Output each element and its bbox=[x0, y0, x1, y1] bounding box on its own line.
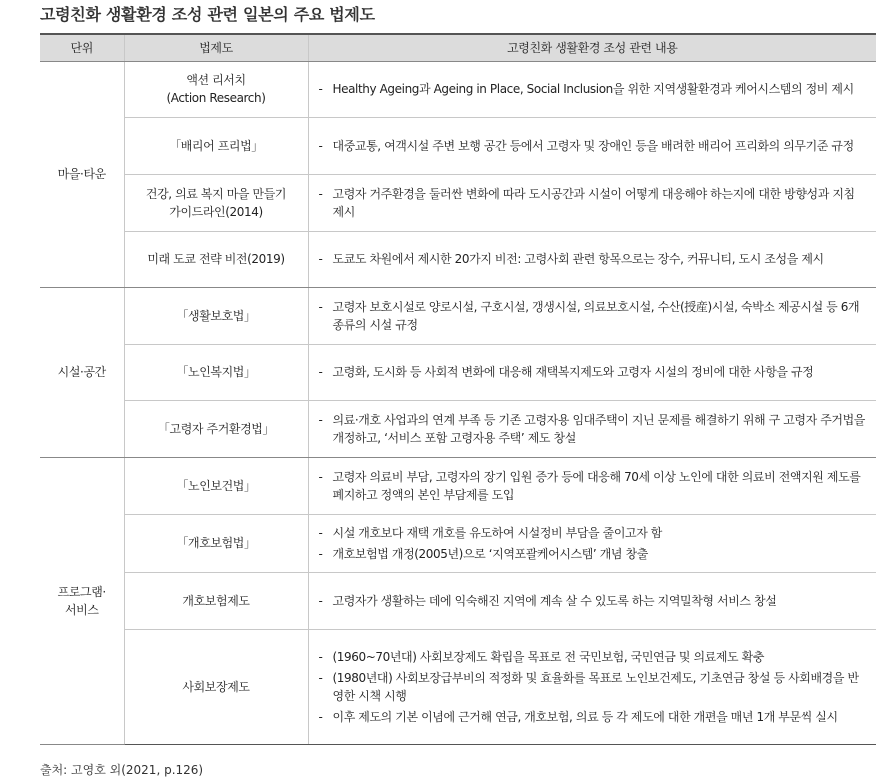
dash-marker: - bbox=[318, 546, 323, 561]
dash-marker: - bbox=[318, 299, 323, 314]
table-row bbox=[40, 629, 876, 744]
content-bullet bbox=[319, 648, 869, 666]
content-bullet bbox=[319, 80, 869, 98]
content-bullet bbox=[319, 298, 869, 334]
content-text: (1960~70년대) 사회보장제도 확립을 목표로 전 국민보험, 국민연금 및 의료제도 확충 bbox=[332, 649, 765, 664]
unit-label: 시설·공간 bbox=[57, 365, 106, 379]
content-bullet bbox=[319, 545, 869, 563]
content-text: 고령자가 생활하는 데에 익숙해진 지역에 계속 살 수 있도록 하는 지역밀착형 서비스 창설 bbox=[332, 593, 777, 608]
law-cell bbox=[124, 514, 308, 572]
unit-cell bbox=[40, 457, 124, 744]
law-name: 미래 도쿄 전략 비전(2019) bbox=[147, 252, 285, 266]
content-cell bbox=[308, 287, 876, 344]
dash-marker: - bbox=[318, 138, 323, 153]
content-text: 고령자 거주환경을 둘러싼 변화에 따라 도시공간과 시설이 어떻게 대응해야 하는지에 대한 방향성과 지침 제시 bbox=[332, 186, 855, 219]
content-cell bbox=[308, 629, 876, 744]
law-cell bbox=[124, 61, 308, 117]
law-name: 「배리어 프리법」 bbox=[169, 138, 263, 153]
dash-marker: - bbox=[318, 649, 323, 664]
dash-marker: - bbox=[318, 82, 323, 96]
law-name: 「고령자 주거환경법」 bbox=[157, 421, 275, 436]
law-name: 건강, 의료 복지 마을 만들기 bbox=[145, 186, 287, 201]
unit-cell bbox=[40, 287, 124, 457]
content-bullet bbox=[319, 363, 869, 381]
law-cell bbox=[124, 174, 308, 231]
header-law: 법제도 bbox=[124, 34, 308, 61]
content-cell bbox=[308, 457, 876, 514]
table-body bbox=[40, 61, 876, 744]
law-table bbox=[40, 33, 876, 745]
content-bullet bbox=[319, 250, 869, 268]
content-bullet bbox=[319, 524, 869, 542]
dash-marker: - bbox=[318, 525, 323, 540]
law-cell bbox=[124, 457, 308, 514]
law-name: 액션 리서치 bbox=[186, 73, 246, 87]
unit-label: 서비스 bbox=[64, 602, 99, 617]
dash-marker: - bbox=[318, 709, 323, 724]
content-bullet bbox=[319, 185, 869, 221]
content-bullet bbox=[319, 411, 869, 447]
content-text: (1980년대) 사회보장급부비의 적정화 및 효율화를 목표로 노인보건제도, 기초연금 창설 등 사회배경을 반영한 시책 시행 bbox=[332, 670, 859, 703]
table-title: 고령친화 생활환경 조성 관련 일본의 주요 법제도 bbox=[40, 5, 375, 24]
law-name: 「개호보험법」 bbox=[176, 536, 256, 550]
source-note: 출처: 고영호 외(2021, p.126) bbox=[40, 763, 204, 777]
table-row bbox=[40, 514, 876, 572]
law-cell bbox=[124, 287, 308, 344]
dash-marker: - bbox=[318, 365, 323, 379]
unit-label: 마을·타운 bbox=[57, 167, 106, 181]
law-name: 「노인보건법」 bbox=[176, 478, 256, 493]
content-bullet bbox=[319, 468, 869, 504]
content-text: 고령화, 도시화 등 사회적 변화에 대응해 재택복지제도와 고령자 시설의 정비에 대한 사항을 규정 bbox=[332, 365, 814, 379]
content-text: 개호보험법 개정(2005년)으로 ‘지역포괄케어시스템’ 개념 창출 bbox=[332, 546, 648, 561]
content-cell bbox=[308, 400, 876, 457]
content-text: 의료·개호 사업과의 연계 부족 등 기존 고령자용 임대주택이 지닌 문제를 해결하기 위해 구 고령자 주거법을 개정하고, ‘서비스 포함 고령자용 주택’ 제도 창설 bbox=[332, 412, 865, 445]
law-cell bbox=[124, 572, 308, 629]
table-row bbox=[40, 61, 876, 117]
law-name: 개호보험제도 bbox=[182, 593, 250, 608]
table-row bbox=[40, 400, 876, 457]
content-text: 고령자 의료비 부담, 고령자의 장기 입원 증가 등에 대응해 70세 이상 노인에 대한 의료비 전액지원 제도를 폐지하고 정액의 본인 부담제를 도입 bbox=[332, 469, 861, 502]
law-cell bbox=[124, 117, 308, 174]
content-text: 대중교통, 여객시설 주변 보행 공간 등에서 고령자 및 장애인 등을 배려한 배리어 프리화의 의무기준 규정 bbox=[332, 138, 854, 153]
law-name: 가이드라인(2014) bbox=[169, 204, 263, 219]
unit-cell bbox=[40, 61, 124, 287]
content-bullet bbox=[319, 708, 869, 726]
content-cell bbox=[308, 117, 876, 174]
header-content: 고령친화 생활환경 조성 관련 내용 bbox=[308, 34, 876, 61]
law-name: 「생활보호법」 bbox=[176, 308, 256, 323]
header-unit: 단위 bbox=[40, 34, 124, 61]
content-bullet bbox=[319, 592, 869, 610]
table-row bbox=[40, 174, 876, 231]
dash-marker: - bbox=[318, 593, 323, 608]
table-row bbox=[40, 117, 876, 174]
unit-label: 프로그램· bbox=[57, 584, 106, 599]
content-bullet bbox=[319, 669, 869, 705]
header-row bbox=[40, 34, 876, 61]
content-text: 시설 개호보다 재택 개호를 유도하여 시설정비 부담을 줄이고자 함 bbox=[332, 525, 663, 540]
content-cell bbox=[308, 514, 876, 572]
table-row bbox=[40, 287, 876, 344]
dash-marker: - bbox=[318, 469, 323, 484]
content-text: 도쿄도 차원에서 제시한 20가지 비전: 고령사회 관련 항목으로는 장수, 커뮤니티, 도시 조성을 제시 bbox=[332, 252, 824, 266]
content-cell bbox=[308, 344, 876, 400]
content-bullet bbox=[319, 137, 869, 155]
law-name: (Action Research) bbox=[166, 91, 266, 105]
table-row bbox=[40, 572, 876, 629]
table-row bbox=[40, 457, 876, 514]
dash-marker: - bbox=[318, 186, 323, 201]
content-cell bbox=[308, 572, 876, 629]
law-cell bbox=[124, 344, 308, 400]
table-row bbox=[40, 344, 876, 400]
content-cell bbox=[308, 61, 876, 117]
content-text: 이후 제도의 기본 이념에 근거해 연금, 개호보험, 의료 등 각 제도에 대한 개편을 매년 1개 부문씩 실시 bbox=[332, 709, 838, 724]
law-cell bbox=[124, 231, 308, 287]
law-name: 사회보장제도 bbox=[182, 679, 250, 694]
law-cell bbox=[124, 400, 308, 457]
content-text: 고령자 보호시설로 양로시설, 구호시설, 갱생시설, 의료보호시설, 수산(授産)시설, 숙박소 제공시설 등 6개 종류의 시설 규정 bbox=[332, 299, 860, 332]
dash-marker: - bbox=[318, 670, 323, 685]
law-name: 「노인복지법」 bbox=[176, 365, 256, 379]
law-cell bbox=[124, 629, 308, 744]
content-cell bbox=[308, 174, 876, 231]
table-row bbox=[40, 231, 876, 287]
dash-marker: - bbox=[318, 412, 323, 427]
content-text: Healthy Ageing과 Ageing in Place, Social Inclusion을 위한 지역생활환경과 케어시스템의 정비 제시 bbox=[332, 82, 854, 96]
content-cell bbox=[308, 231, 876, 287]
dash-marker: - bbox=[318, 252, 323, 266]
